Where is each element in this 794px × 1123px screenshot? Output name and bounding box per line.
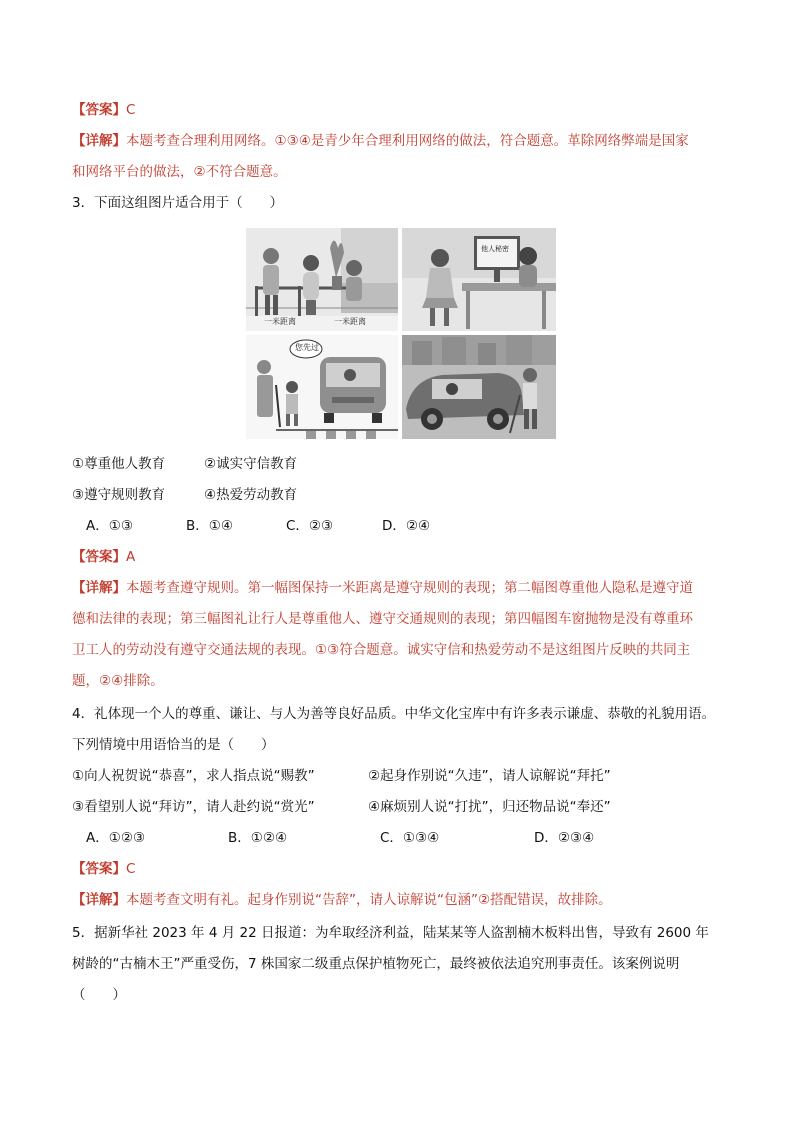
figure-panel-yield (246, 335, 398, 439)
figure-bubble-text: 您先过 (295, 343, 319, 352)
answer-line (72, 859, 135, 879)
figure-panel-littering (402, 335, 556, 439)
statement-item: ②起身作别说“久违”，请人谅解说“拜托” (368, 768, 611, 784)
yield-illustration (246, 335, 398, 439)
option-a: A．①③ (86, 518, 133, 534)
figure-caption-right: 一米距离 (334, 317, 366, 326)
answer-line (72, 547, 135, 567)
answer-value: A (126, 549, 136, 565)
detail-line (72, 578, 693, 598)
detail-tag: 【详解】 (72, 580, 126, 596)
detail-line: 和网络平台的做法，②不符合题意。 (72, 164, 287, 180)
option-c: C．②③ (286, 518, 334, 534)
statement-row (72, 454, 297, 474)
detail-line (72, 131, 689, 151)
answer-value: C (126, 861, 136, 877)
detail-line: 题，②④排除。 (72, 673, 164, 689)
question-stem: 4．礼体现一个人的尊重、谦让、与人为善等良好品质。中华文化宝库中有许多表示谦虚、恭敬的礼貌用语。 (72, 706, 716, 722)
option-c: C．①③④ (380, 830, 440, 846)
detail-line: 德和法律的表现；第三幅图礼让行人是尊重他人、遵守交通规则的表现；第四幅图车窗抛物是没有尊重环 (72, 611, 693, 627)
question-stem: 3．下面这组图片适合用于（ ） (72, 195, 284, 211)
answer-value: C (126, 102, 136, 118)
detail-tag: 【详解】 (72, 892, 126, 908)
statement-item: ③看望别人说“拜访”，请人赴约说“赏光” (72, 799, 315, 815)
option-d: D．②③④ (534, 830, 595, 846)
answer-line (72, 100, 135, 120)
privacy-illustration (402, 228, 556, 331)
option-b: B．①④ (186, 518, 233, 534)
figure-screen-text: 他人秘密 (481, 245, 509, 253)
statement-item: ④热爱劳动教育 (204, 487, 298, 503)
answer-tag: 【答案】 (72, 861, 126, 877)
options-row (86, 516, 430, 536)
question-stem: 树龄的“古楠木王”严重受伤，7 株国家二级重点保护植物死亡，最终被依法追究刑事责任。该案例说明 (72, 956, 680, 972)
statement-item: ①尊重他人教育 (72, 456, 166, 472)
answer-tag: 【答案】 (72, 102, 126, 118)
statement-item: ②诚实守信教育 (204, 456, 298, 472)
detail-text: 本题考查文明有礼。起身作别说“告辞”，请人谅解说“包涵”②搭配错误，故排除。 (126, 892, 612, 908)
answer-tag: 【答案】 (72, 549, 126, 565)
question-stem: 5．据新华社 2023 年 4 月 22 日报道：为牟取经济利益，陆某某等人盗割楠木板料出售，导致有 2600 年 (72, 925, 709, 941)
option-d: D．②④ (382, 518, 431, 534)
littering-illustration (402, 335, 556, 439)
question-stem: （ ） (72, 987, 126, 1003)
statement-item: ③遵守规则教育 (72, 487, 166, 503)
statement-row (72, 797, 611, 817)
figure-panel-privacy (402, 228, 556, 331)
detail-line (72, 890, 612, 910)
statement-row (72, 766, 611, 786)
statement-item: ①向人祝贺说“恭喜”，求人指点说“赐教” (72, 768, 315, 784)
option-b: B．①②④ (228, 830, 288, 846)
statement-row (72, 485, 297, 505)
question-stem: 下列情境中用语恰当的是（ ） (72, 737, 275, 753)
detail-tag: 【详解】 (72, 133, 126, 149)
figure-panel-queue (246, 228, 398, 331)
options-row (86, 828, 594, 848)
option-a: A．①②③ (86, 830, 146, 846)
question-figure (246, 228, 556, 439)
detail-line: 卫工人的劳动没有遵守交通法规的表现。①③符合题意。诚实守信和热爱劳动不是这组图片反映的共同主 (72, 642, 691, 658)
detail-text: 本题考查遵守规则。第一幅图保持一米距离是遵守规则的表现；第二幅图尊重他人隐私是遵守道 (126, 580, 693, 596)
statement-item: ④麻烦别人说“打扰”，归还物品说“奉还” (368, 799, 611, 815)
figure-caption-left: 一米距离 (264, 317, 296, 326)
detail-text: 本题考查合理利用网络。①③④是青少年合理利用网络的做法，符合题意。革除网络弊端是国家 (126, 133, 689, 149)
